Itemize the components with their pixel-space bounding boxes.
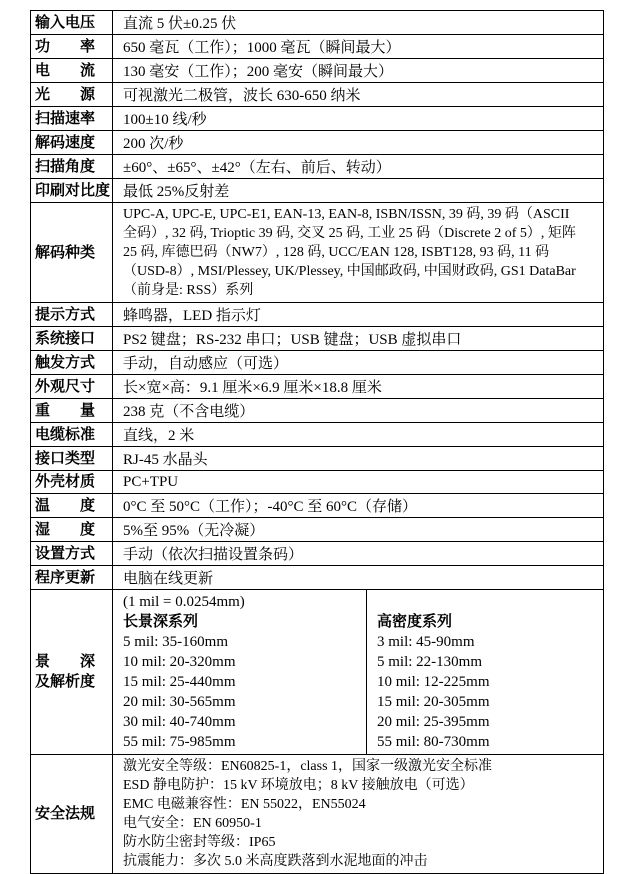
spec-row bbox=[31, 755, 604, 874]
row-label: 安全法规 bbox=[31, 755, 113, 874]
dof-column-long-range bbox=[113, 590, 367, 754]
spec-row bbox=[31, 155, 604, 179]
row-label: 光 源 bbox=[31, 83, 113, 107]
spec-row bbox=[31, 327, 604, 351]
spec-row bbox=[31, 399, 604, 423]
row-label: 解码种类 bbox=[31, 203, 113, 303]
dof-item: 10 mil: 20-320mm bbox=[123, 654, 236, 670]
row-label: 设置方式 bbox=[31, 542, 113, 566]
row-value: 手动，自动感应（可选） bbox=[113, 351, 604, 375]
value-text-line: （前身是: RSS）系列 bbox=[123, 283, 254, 298]
row-label: 解码速度 bbox=[31, 131, 113, 155]
dof-item: 5 mil: 22-130mm bbox=[377, 654, 482, 670]
spec-row bbox=[31, 131, 604, 155]
spec-row bbox=[31, 494, 604, 518]
row-value: 可视激光二极管，波长 630-650 纳米 bbox=[113, 83, 604, 107]
value-text-line: 激光安全等级：EN60825-1，class 1，国家一级激光安全标准 bbox=[123, 759, 493, 774]
row-value: 100±10 线/秒 bbox=[113, 107, 604, 131]
dof-item: 15 mil: 25-440mm bbox=[123, 674, 236, 690]
dof-item: 5 mil: 35-160mm bbox=[123, 634, 228, 650]
spec-row bbox=[31, 303, 604, 327]
row-label: 输入电压 bbox=[31, 11, 113, 35]
row-value: 直流 5 伏±0.25 伏 bbox=[113, 11, 604, 35]
dof-item: 20 mil: 25-395mm bbox=[377, 714, 490, 730]
dof-column-header: 高密度系列 bbox=[377, 614, 453, 630]
row-label: 温 度 bbox=[31, 494, 113, 518]
row-value: 130 毫安（工作）；200 毫安（瞬间最大） bbox=[113, 59, 604, 83]
row-label: 外壳材质 bbox=[31, 471, 113, 494]
row-value: 直线，2 米 bbox=[113, 423, 604, 447]
row-value: PC+TPU bbox=[113, 471, 604, 494]
value-text-line: ESD 静电防护：15 kV 环境放电；8 kV 接触放电（可选） bbox=[123, 778, 474, 793]
dof-column-high-density bbox=[367, 590, 603, 754]
spec-row bbox=[31, 351, 604, 375]
row-value: 长×宽×高：9.1 厘米×6.9 厘米×18.8 厘米 bbox=[113, 375, 604, 399]
dof-item: 55 mil: 80-730mm bbox=[377, 734, 490, 750]
spec-table bbox=[30, 10, 604, 874]
dof-column-header: 长景深系列 bbox=[123, 614, 199, 630]
spec-row bbox=[31, 179, 604, 203]
row-label: 提示方式 bbox=[31, 303, 113, 327]
spec-row bbox=[31, 518, 604, 542]
value-text-line: EMC 电磁兼容性：EN 55022，EN55024 bbox=[123, 797, 366, 812]
spec-row bbox=[31, 447, 604, 471]
value-text-line: 防水防尘密封等级：IP65 bbox=[123, 835, 276, 850]
row-label: 功 率 bbox=[31, 35, 113, 59]
spec-row bbox=[31, 59, 604, 83]
spec-row bbox=[31, 566, 604, 590]
row-value: PS2 键盘；RS-232 串口；USB 键盘；USB 虚拟串口 bbox=[113, 327, 604, 351]
row-value bbox=[113, 590, 604, 755]
row-value bbox=[113, 203, 604, 303]
row-label: 系统接口 bbox=[31, 327, 113, 351]
row-value bbox=[113, 755, 604, 874]
row-value: 238 克（不含电缆） bbox=[113, 399, 604, 423]
row-value: 蜂鸣器，LED 指示灯 bbox=[113, 303, 604, 327]
row-value: 最低 25%反射差 bbox=[113, 179, 604, 203]
spec-row bbox=[31, 35, 604, 59]
row-label: 接口类型 bbox=[31, 447, 113, 471]
row-label: 重 量 bbox=[31, 399, 113, 423]
spec-row bbox=[31, 542, 604, 566]
dof-item: 10 mil: 12-225mm bbox=[377, 674, 490, 690]
row-value: 0°C 至 50°C（工作）；-40°C 至 60°C（存储） bbox=[113, 494, 604, 518]
dof-note: (1 mil = 0.0254mm) bbox=[123, 594, 245, 610]
row-label: 电缆标准 bbox=[31, 423, 113, 447]
dof-item: 20 mil: 30-565mm bbox=[123, 694, 236, 710]
spec-row bbox=[31, 203, 604, 303]
value-text-line: UPC-A, UPC-E, UPC-E1, EAN-13, EAN-8, ISBN/ISSN, 39 码, 39 码（ASCII bbox=[123, 207, 570, 222]
row-value: 650 毫瓦（工作）；1000 毫瓦（瞬间最大） bbox=[113, 35, 604, 59]
row-label-line: 景 深 bbox=[35, 654, 96, 670]
row-value: 5%至 95%（无冷凝） bbox=[113, 518, 604, 542]
value-text-line: 抗震能力：多次 5.0 米高度跌落到水泥地面的冲击 bbox=[123, 854, 428, 869]
row-value: 200 次/秒 bbox=[113, 131, 604, 155]
spec-row bbox=[31, 375, 604, 399]
dof-spacer bbox=[377, 592, 601, 612]
row-label: 湿 度 bbox=[31, 518, 113, 542]
dof-item: 3 mil: 45-90mm bbox=[377, 634, 475, 650]
row-value: 电脑在线更新 bbox=[113, 566, 604, 590]
row-label: 扫描角度 bbox=[31, 155, 113, 179]
row-label bbox=[31, 590, 113, 755]
spec-row bbox=[31, 83, 604, 107]
value-text-line: 25 码, 库德巴码（NW7）, 128 码, UCC/EAN 128, ISBT128, 93 码, 11 码 bbox=[123, 245, 550, 260]
spec-row bbox=[31, 471, 604, 494]
row-label: 印刷对比度 bbox=[31, 179, 113, 203]
spec-row bbox=[31, 107, 604, 131]
row-label: 外观尺寸 bbox=[31, 375, 113, 399]
dof-grid bbox=[113, 590, 603, 754]
row-label: 电 流 bbox=[31, 59, 113, 83]
row-value: 手动（依次扫描设置条码） bbox=[113, 542, 604, 566]
row-label-line: 及解析度 bbox=[35, 674, 96, 690]
value-text-line: 全码）, 32 码, Trioptic 39 码, 交叉 25 码, 工业 25 码（Discrete 2 of 5）, 矩阵 bbox=[123, 226, 576, 241]
dof-item: 30 mil: 40-740mm bbox=[123, 714, 236, 730]
dof-item: 55 mil: 75-985mm bbox=[123, 734, 236, 750]
row-label: 程序更新 bbox=[31, 566, 113, 590]
spec-row bbox=[31, 590, 604, 755]
value-text-line: 电气安全：EN 60950-1 bbox=[123, 816, 262, 831]
row-value: RJ-45 水晶头 bbox=[113, 447, 604, 471]
row-value: ±60°、±65°、±42°（左右、前后、转动） bbox=[113, 155, 604, 179]
dof-item: 15 mil: 20-305mm bbox=[377, 694, 490, 710]
row-label: 扫描速率 bbox=[31, 107, 113, 131]
spec-row bbox=[31, 423, 604, 447]
value-text-line: （USD-8）, MSI/Plessey, UK/Plessey, 中国邮政码, 中国财政码, GS1 DataBar bbox=[123, 264, 576, 279]
row-label: 触发方式 bbox=[31, 351, 113, 375]
spec-row bbox=[31, 11, 604, 35]
